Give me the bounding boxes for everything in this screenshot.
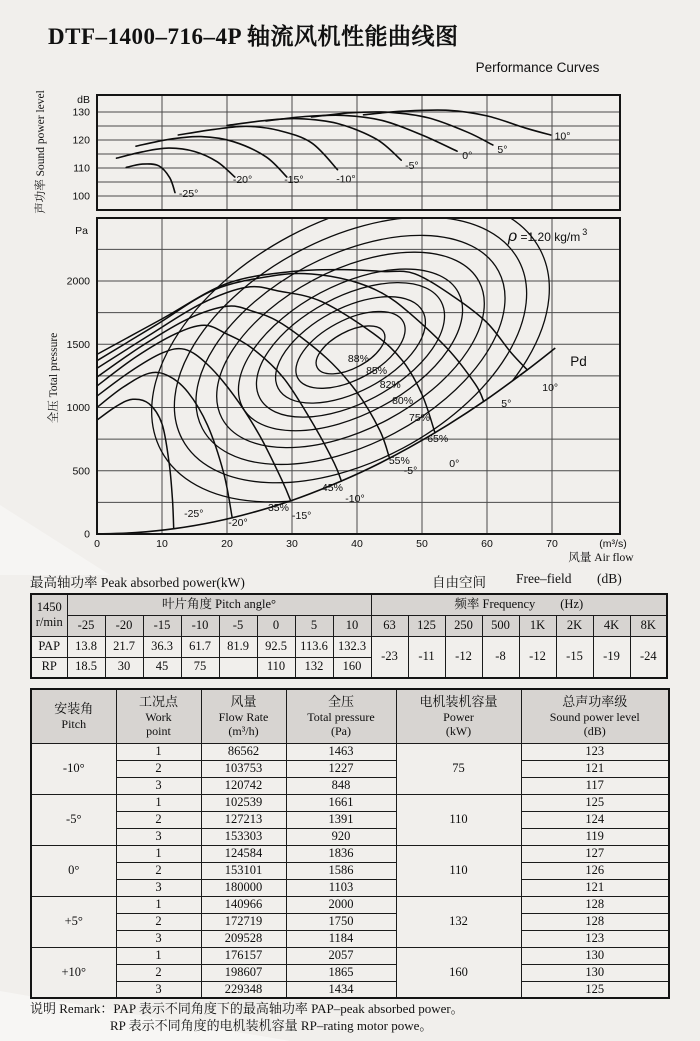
pitch-angle-col: -20	[105, 615, 143, 636]
x-tick-label: 30	[286, 538, 298, 550]
y-tick-label: 120	[72, 134, 90, 147]
sound-power-cell: 125	[521, 981, 669, 998]
total-pressure-cell: 1103	[286, 879, 396, 896]
y-tick-label: 500	[72, 465, 90, 478]
sound-power-cell: 121	[521, 760, 669, 777]
work-point-cell: 3	[116, 879, 201, 896]
pap-value: 13.8	[67, 636, 105, 657]
curve-label-5°: 5°	[497, 143, 508, 156]
work-point-cell: 3	[116, 981, 201, 998]
header-zh: 电机装机容量	[419, 694, 498, 710]
freq-correction-value: -23	[371, 636, 408, 678]
header-zh: 工况点	[138, 694, 178, 710]
total-pressure-cell: 1586	[286, 862, 396, 879]
curve-label-5°: 5°	[501, 397, 512, 410]
contour-label-65%: 65%	[427, 433, 449, 446]
performance-charts-svg	[0, 85, 700, 570]
curve-label--20°: -20°	[232, 173, 253, 186]
col-header-sound	[521, 689, 669, 743]
sound-power-cell: 127	[521, 845, 669, 862]
x-tick-label: 20	[221, 538, 233, 550]
power-cell: 160	[396, 947, 521, 998]
pitch-angle-col: 5	[295, 615, 333, 636]
curve-label-0°: 0°	[449, 457, 460, 470]
y-axis-unit-pa: Pa	[75, 225, 88, 237]
y-axis-unit-db: dB	[77, 94, 90, 106]
sound-power-cell: 130	[521, 964, 669, 981]
performance-curves-subtitle: Performance Curves	[475, 60, 600, 75]
flow-rate-cell: 103753	[201, 760, 286, 777]
header-unit: (m³/h)	[228, 724, 259, 739]
peak-power-frequency-table	[30, 593, 668, 679]
table-row	[31, 930, 669, 947]
rp-value: 132	[295, 657, 333, 678]
flow-rate-cell: 102539	[201, 794, 286, 811]
flow-rate-cell: 127213	[201, 811, 286, 828]
speed-cell	[31, 594, 67, 636]
curve-0°	[266, 115, 457, 151]
curve-label--15°: -15°	[284, 173, 304, 186]
table-row	[31, 777, 669, 794]
table-row	[31, 811, 669, 828]
curve--15°	[136, 137, 287, 177]
pitch-angle-col: 10	[333, 615, 371, 636]
efficiency-contour-65%	[185, 212, 516, 488]
work-point-cell: 3	[116, 777, 201, 794]
freq-correction-value: -15	[556, 636, 593, 678]
work-point-cell: 1	[116, 794, 201, 811]
header-en: Flow Rate	[218, 709, 269, 724]
table-row	[31, 913, 669, 930]
total-pressure-cell: 1227	[286, 760, 396, 777]
rp-value: 45	[143, 657, 181, 678]
table-row	[31, 845, 669, 862]
header-unit: (dB)	[583, 724, 606, 739]
pitch-angle-col: -10	[181, 615, 219, 636]
pap-value: 21.7	[105, 636, 143, 657]
work-point-cell: 2	[116, 811, 201, 828]
curve--20°	[117, 148, 235, 177]
curve-label--10°: -10°	[345, 492, 365, 505]
flow-rate-cell: 172719	[201, 913, 286, 930]
total-pressure-cell: 1463	[286, 743, 396, 760]
curve-label--25°: -25°	[178, 188, 199, 201]
rp-value: 160	[333, 657, 371, 678]
sound-power-cell: 119	[521, 828, 669, 845]
flow-rate-cell: 140966	[201, 896, 286, 913]
freq-band-col: 2K	[556, 615, 593, 636]
work-point-cell: 1	[116, 947, 201, 964]
freq-band-col: 250	[445, 615, 482, 636]
work-point-cell: 2	[116, 913, 201, 930]
contour-label-55%: 55%	[388, 455, 410, 468]
curve-label--20°: -20°	[228, 517, 248, 530]
efficiency-contour-80%	[235, 255, 466, 445]
speed-unit: r/min	[35, 615, 63, 630]
col-header-flow	[201, 689, 286, 743]
pap-value: 113.6	[295, 636, 333, 657]
x-tick-label: 60	[481, 538, 493, 550]
work-point-cell: 1	[116, 845, 201, 862]
table-row	[31, 964, 669, 981]
power-cell: 110	[396, 794, 521, 845]
remark-line-2: RP 表示不同角度的电机装机容量 RP–rating motor powe。	[110, 1018, 433, 1033]
total-pressure-cell: 1434	[286, 981, 396, 998]
sound-power-cell: 128	[521, 913, 669, 930]
curve-label-10°: 10°	[554, 130, 571, 143]
y-tick-label: 130	[72, 106, 90, 119]
free-field-caption-zh: 自由空间	[432, 575, 486, 590]
x-axis-title: 风量 Air flow	[568, 552, 634, 564]
header-unit: (Pa)	[331, 724, 351, 739]
rp-value	[219, 657, 257, 678]
rp-value: 18.5	[67, 657, 105, 678]
free-field-caption-en: Free–field	[516, 571, 572, 586]
x-tick-label: 50	[416, 538, 428, 550]
table-row	[31, 743, 669, 760]
col-header-pressure	[286, 689, 396, 743]
flow-rate-cell: 124584	[201, 845, 286, 862]
pitch-angle-col: -5	[219, 615, 257, 636]
curve-label--5°: -5°	[403, 465, 418, 478]
x-tick-label: 0	[94, 538, 100, 550]
header-en: Work	[145, 709, 172, 724]
flow-rate-cell: 229348	[201, 981, 286, 998]
sound-power-cell: 130	[521, 947, 669, 964]
total-pressure-cell: 2057	[286, 947, 396, 964]
header-zh: 风量	[230, 694, 257, 710]
performance-table	[30, 688, 670, 999]
flow-rate-cell: 153101	[201, 862, 286, 879]
header-en: Power	[443, 709, 474, 724]
free-field-caption-unit: (dB)	[597, 571, 622, 586]
table-row	[31, 981, 669, 998]
pap-value: 81.9	[219, 636, 257, 657]
pap-value: 61.7	[181, 636, 219, 657]
total-pressure-cell: 1865	[286, 964, 396, 981]
power-cell: 132	[396, 896, 521, 947]
pitch-angle-header: 叶片角度 Pitch angle°	[67, 594, 371, 615]
contour-label-45%: 45%	[321, 481, 343, 494]
table-row	[31, 879, 669, 896]
table-row	[31, 794, 669, 811]
peak-power-caption: 最高轴功率 Peak absorbed power(kW)	[30, 575, 245, 590]
work-point-cell: 1	[116, 896, 201, 913]
contour-label-88%: 88%	[347, 352, 369, 365]
total-pressure-cell: 920	[286, 828, 396, 845]
table-row	[31, 862, 669, 879]
flow-rate-cell: 153303	[201, 828, 286, 845]
table-row	[31, 896, 669, 913]
remark-line-1: 说明 Remark：PAP 表示不同角度下的最高轴功率 PAP–peak absorbed power。	[30, 1001, 464, 1016]
pap-value: 92.5	[257, 636, 295, 657]
y-tick-label: 2000	[66, 275, 90, 288]
header-en: Sound power level	[549, 709, 640, 724]
curve-label--5°: -5°	[405, 159, 419, 172]
curve-label-10°: 10°	[542, 382, 559, 395]
total-pressure-cell: 2000	[286, 896, 396, 913]
table-row	[31, 594, 667, 615]
freq-band-col: 500	[482, 615, 519, 636]
freq-band-col: 125	[408, 615, 445, 636]
freq-correction-value: -12	[519, 636, 556, 678]
curve-label-0°: 0°	[462, 150, 473, 163]
y-axis-title-pressure: 全压 Total pressure	[48, 332, 60, 424]
freq-correction-value: -24	[630, 636, 667, 678]
total-pressure-cell: 1836	[286, 845, 396, 862]
power-cell: 75	[396, 743, 521, 794]
header-unit: (kW)	[445, 724, 472, 739]
curve--20°	[97, 372, 232, 517]
pitch-angle-col: -25	[67, 615, 105, 636]
y-axis-title-sound: 声功率 Sound power level	[35, 90, 47, 214]
power-cell: 110	[396, 845, 521, 896]
y-tick-label: 110	[73, 162, 90, 175]
flow-rate-cell: 86562	[201, 743, 286, 760]
density-annotation: ρ =1.20 kg/m 3	[508, 227, 588, 245]
performance-table-body	[31, 743, 669, 998]
flow-rate-cell: 209528	[201, 930, 286, 947]
efficiency-contour-55%	[158, 188, 543, 512]
pap-value: 132.3	[333, 636, 371, 657]
remark-block	[30, 1000, 464, 1034]
sound-power-cell: 121	[521, 879, 669, 896]
pitch-angle-col: -15	[143, 615, 181, 636]
work-point-cell: 1	[116, 743, 201, 760]
contour-label-35%: 35%	[267, 501, 289, 514]
curve--10°	[178, 126, 337, 169]
header-zh: 全压	[327, 694, 354, 710]
curve-label--15°: -15°	[292, 509, 312, 522]
y-tick-label: 0	[84, 528, 90, 541]
freq-band-col: 4K	[593, 615, 630, 636]
speed-value: 1450	[36, 599, 62, 614]
freq-correction-value: -8	[482, 636, 519, 678]
curve--5°	[97, 306, 390, 458]
curve-label--10°: -10°	[336, 173, 356, 186]
x-tick-label: 70	[546, 538, 558, 550]
pd-label: Pd	[570, 354, 587, 370]
sound-power-cell: 123	[521, 930, 669, 947]
flow-rate-cell: 176157	[201, 947, 286, 964]
table-row	[31, 947, 669, 964]
flow-rate-cell: 198607	[201, 964, 286, 981]
sound-power-cell: 123	[521, 743, 669, 760]
sound-power-cell: 124	[521, 811, 669, 828]
flow-rate-cell: 180000	[201, 879, 286, 896]
freq-band-col: 8K	[630, 615, 667, 636]
contour-label-82%: 82%	[379, 379, 401, 392]
header-zh: 总声功率级	[562, 694, 628, 710]
sound-power-cell: 125	[521, 794, 669, 811]
rp-label: RP	[31, 657, 67, 678]
table-row	[31, 615, 667, 636]
x-tick-label: 40	[351, 538, 363, 550]
col-header-pitch	[31, 689, 116, 743]
sound-power-cell: 126	[521, 862, 669, 879]
pitch-group-cell: 0°	[31, 845, 116, 896]
work-point-cell: 2	[116, 964, 201, 981]
pitch-group-cell: -10°	[31, 743, 116, 794]
header-zh: 安装角	[54, 701, 94, 717]
freq-correction-value: -12	[445, 636, 482, 678]
pitch-group-cell: -5°	[31, 794, 116, 845]
freq-correction-value: -19	[593, 636, 630, 678]
header-en: Total pressure	[307, 709, 375, 724]
total-pressure-cell: 1661	[286, 794, 396, 811]
work-point-cell: 3	[116, 828, 201, 845]
col-header-work-point	[116, 689, 201, 743]
table-row	[31, 760, 669, 777]
freq-band-col: 1K	[519, 615, 556, 636]
total-pressure-cell: 1184	[286, 930, 396, 947]
col-header-power	[396, 689, 521, 743]
y-tick-label: 1000	[66, 402, 90, 414]
table-header-row	[31, 689, 669, 743]
work-point-cell: 2	[116, 862, 201, 879]
header-unit: point	[146, 724, 171, 739]
total-pressure-cell: 848	[286, 777, 396, 794]
pitch-angle-col: 0	[257, 615, 295, 636]
freq-band-col: 63	[371, 615, 408, 636]
contour-label-80%: 80%	[392, 394, 414, 407]
contour-label-75%: 75%	[409, 412, 431, 425]
y-tick-label: 1500	[66, 338, 90, 351]
rp-value: 30	[105, 657, 143, 678]
header-en: Pitch	[61, 716, 87, 731]
work-point-cell: 2	[116, 760, 201, 777]
pap-label: PAP	[31, 636, 67, 657]
table-row	[31, 828, 669, 845]
x-tick-label: 10	[156, 538, 168, 550]
pitch-group-cell: +10°	[31, 947, 116, 998]
rp-value: 75	[181, 657, 219, 678]
sound-power-cell: 128	[521, 896, 669, 913]
total-pressure-cell: 1391	[286, 811, 396, 828]
work-point-cell: 3	[116, 930, 201, 947]
flow-rate-cell: 120742	[201, 777, 286, 794]
sound-power-cell: 117	[521, 777, 669, 794]
table-row	[31, 636, 667, 657]
pitch-group-cell: +5°	[31, 896, 116, 947]
freq-correction-value: -11	[408, 636, 445, 678]
x-axis-unit: (m³/s)	[599, 538, 627, 550]
rp-value: 110	[257, 657, 295, 678]
page-title: DTF–1400–716–4P 轴流风机性能曲线图	[48, 24, 459, 49]
contour-label-85%: 85%	[366, 364, 388, 377]
curve-label--25°: -25°	[184, 508, 204, 521]
y-tick-label: 100	[72, 190, 90, 203]
pap-value: 36.3	[143, 636, 181, 657]
frequency-header: 频率 Frequency (Hz)	[371, 594, 667, 615]
total-pressure-cell: 1750	[286, 913, 396, 930]
